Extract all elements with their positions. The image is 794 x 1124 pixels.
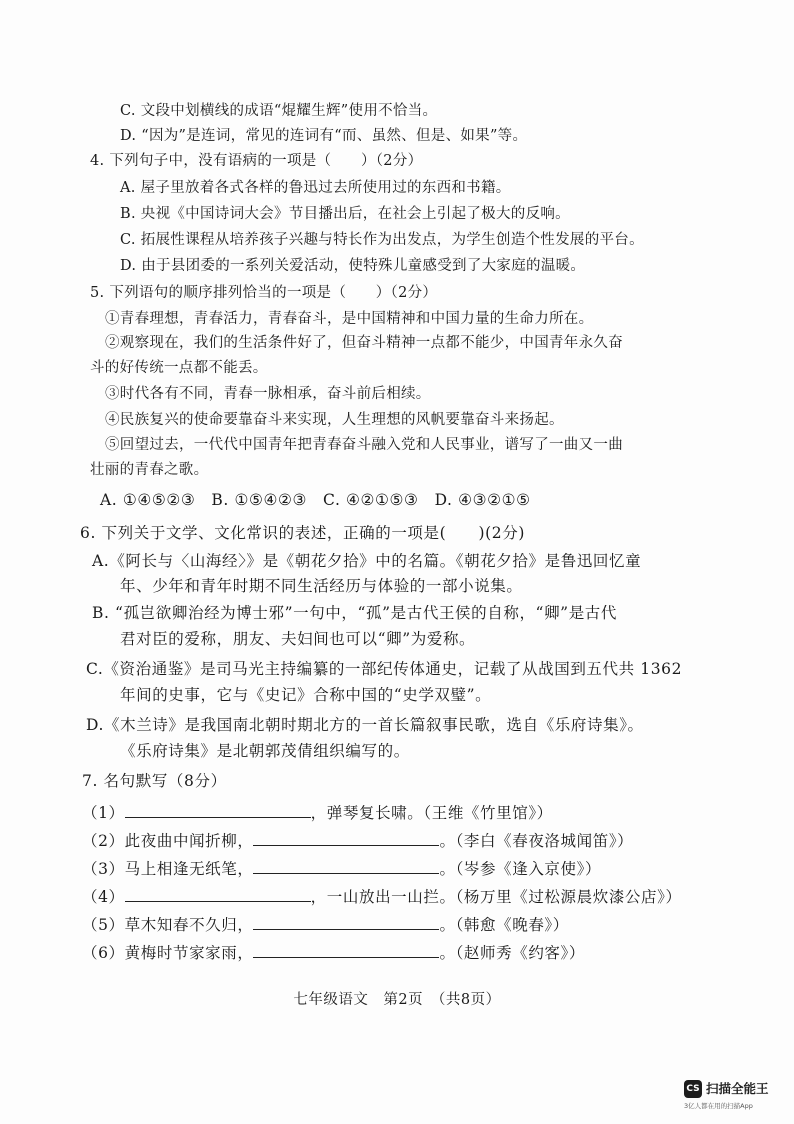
q6-option-a: A.《阿长与〈山海经〉》是《朝花夕拾》中的名篇。《朝花夕拾》是鲁迅回忆童	[92, 552, 642, 570]
q7-item-text: 。（岑参《逢入京使》）	[439, 860, 602, 878]
q3-option-d: D. “因为”是连词，常见的连词有“而、虽然、但是、如果”等。	[120, 128, 528, 144]
q4-stem: 4. 下列句子中，没有语病的一项是（ ）（2分）	[90, 153, 423, 169]
q5-sentence-5-cont: 壮丽的青春之歌。	[90, 462, 209, 478]
q7-item-number: （4）	[82, 888, 125, 906]
q7-item-text: 。（李白《春夜洛城闻笛》）	[439, 832, 634, 850]
q5-stem: 5. 下列语句的顺序排列恰当的一项是（ ）（2分）	[90, 285, 438, 301]
answer-blank[interactable]	[253, 829, 439, 846]
q7-item-text: 。（赵师秀《约客》）	[439, 944, 585, 962]
q6-option-c-cont: 年间的史事，它与《史记》合称中国的“史学双璧”。	[120, 686, 492, 704]
q7-item-4	[82, 885, 682, 907]
camscanner-logo-icon: CS	[684, 1080, 702, 1098]
q7-item-number: （2）	[82, 832, 125, 850]
q5-sentence-2: ②观察现在，我们的生活条件好了，但奋斗精神一点都不能少，中国青年永久奋	[105, 335, 623, 351]
q4-option-d: D. 由于县团委的一系列关爱活动，使特殊儿童感受到了大家庭的温暖。	[120, 258, 586, 274]
q6-option-d: D.《木兰诗》是我国南北朝时期北方的一首长篇叙事民歌，选自《乐府诗集》。	[86, 716, 644, 734]
q7-item-2	[82, 829, 633, 851]
q7-item-6	[82, 941, 585, 963]
q7-item-text: 此夜曲中闻折柳，	[124, 832, 254, 850]
q7-item-text: ，弹琴复长啸。（王维《竹里馆》）	[310, 804, 553, 822]
camscanner-name: 扫描全能王	[706, 1081, 769, 1096]
q5-sentence-4: ④民族复兴的使命要靠奋斗来实现，人生理想的风帆要靠奋斗来扬起。	[105, 412, 564, 428]
q5-sentence-3: ③时代各有不同，青春一脉相承，奋斗前后相续。	[105, 386, 431, 402]
q7-item-3	[82, 857, 601, 879]
q5-sentence-2-cont: 斗的好传统一点都不能丢。	[90, 360, 268, 376]
q5-options: A. ①④⑤②③ B. ①⑤④②③ C. ④②①⑤③ D. ④③②①⑤	[100, 491, 531, 509]
q7-item-number: （1）	[82, 804, 125, 822]
q6-option-d-cont: 《乐府诗集》是北朝郭茂倩组织编写的。	[120, 742, 410, 760]
q7-item-number: （5）	[82, 916, 125, 934]
q7-item-text: 马上相逢无纸笔，	[124, 860, 254, 878]
q5-sentence-5: ⑤回望过去，一代代中国青年把青春奋斗融入党和人民事业，谱写了一曲又一曲	[105, 437, 623, 453]
q6-stem: 6. 下列关于文学、文化常识的表述，正确的一项是( )(2分)	[80, 524, 525, 542]
page-footer: 七年级语文 第2页 （共8页）	[293, 992, 501, 1008]
answer-blank[interactable]	[125, 885, 311, 902]
q4-option-c: C. 拓展性课程从培养孩子兴趣与特长作为出发点，为学生创造个性发展的平台。	[120, 232, 644, 248]
q7-item-text: ，一山放出一山拦。（杨万里《过松源晨炊漆公店》）	[310, 888, 682, 906]
camscanner-tagline: 3亿人都在用的扫描App	[684, 1102, 753, 1110]
q6-option-a-cont: 年、少年和青年时期不同生活经历与体验的一部小说集。	[120, 577, 523, 595]
q7-item-text: 黄梅时节家家雨，	[124, 944, 254, 962]
q6-option-b-cont: 君对臣的爱称，朋友、夫妇间也可以“卿”为爱称。	[120, 630, 476, 648]
q6-option-b: B. “孤岂欲卿治经为博士邪”一句中，“孤”是古代王侯的自称，“卿”是古代	[92, 604, 617, 622]
q7-item-number: （3）	[82, 860, 125, 878]
q7-item-text: 。（韩愈《晚春》）	[439, 916, 569, 934]
q7-stem: 7. 名句默写（8分）	[82, 772, 227, 790]
q3-option-c: C. 文段中划横线的成语“焜耀生辉”使用不恰当。	[120, 103, 438, 119]
answer-blank[interactable]	[253, 857, 439, 874]
q4-option-a: A. 屋子里放着各式各样的鲁迅过去所使用过的东西和书籍。	[120, 180, 511, 196]
answer-blank[interactable]	[253, 941, 439, 958]
q7-item-number: （6）	[82, 944, 125, 962]
q6-option-c: C.《资治通鉴》是司马光主持编纂的一部纪传体通史，记载了从战国到五代共 1362	[86, 660, 683, 678]
answer-blank[interactable]	[253, 913, 439, 930]
q4-option-b: B. 央视《中国诗词大会》节目播出后，在社会上引起了极大的反响。	[120, 206, 570, 222]
q5-sentence-1: ①青春理想，青春活力，青春奋斗，是中国精神和中国力量的生命力所在。	[105, 311, 594, 327]
q7-item-text: 草木知春不久归，	[124, 916, 254, 934]
answer-blank[interactable]	[125, 801, 311, 818]
q7-item-5	[82, 913, 569, 935]
q7-item-1	[82, 801, 553, 823]
